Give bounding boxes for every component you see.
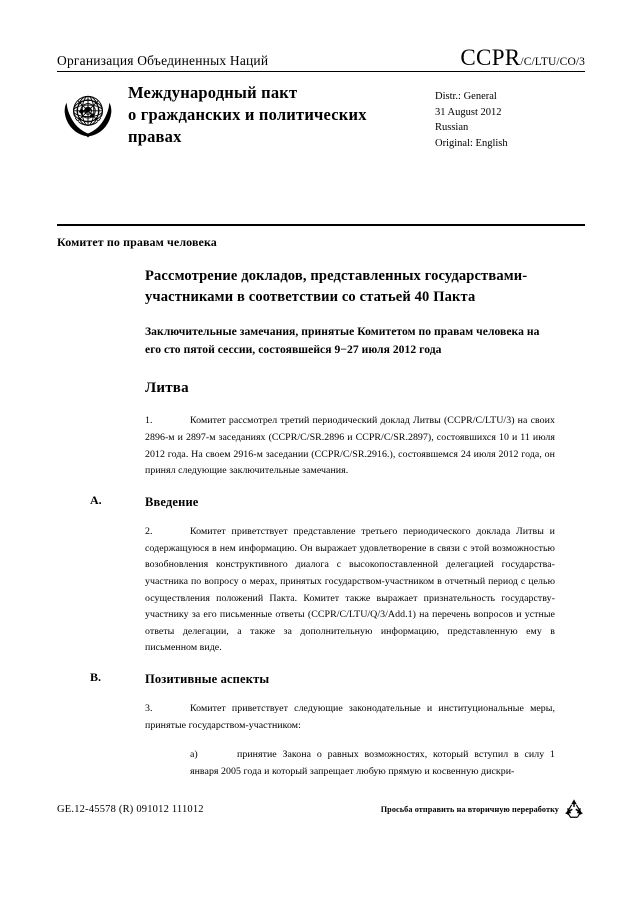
paragraph-text: Комитет приветствует представление третьего периодического доклада Литвы и содержащуюся в нем информацию. Он выражает удовлетворение в связи с этой возможностью возобновления конструктивного диалога с высокопоставленной делегацией государства-участника по вопросу о мерах, принятых государством-участником в отчетный период с целью осуществления положений Пакта. Комитет также выражает признательность государству-участнику за его письменные ответы (CCPR/C/LTU/Q/3/Add.1) на перечень вопросов и устные ответы делегации, а также за дополнительную информацию, представленную ему в письменном виде. — [145, 525, 555, 654]
document-language: Russian — [435, 122, 469, 134]
instrument-title — [128, 81, 429, 147]
document-date: 31 August 2012 — [435, 106, 502, 118]
recycle-notice — [381, 798, 585, 820]
paragraph-letter: a) — [190, 749, 198, 761]
original-language: Original: English — [435, 137, 508, 149]
paragraph-3 — [145, 701, 555, 734]
section-letter: A. — [90, 492, 102, 507]
document-symbol-main: CCPR — [460, 45, 521, 70]
recycle-text: Просьба отправить на вторичную переработку — [380, 804, 559, 814]
document-header — [57, 46, 585, 151]
paragraph-number: 3. — [145, 703, 153, 715]
instrument-title-line-2: о гражданских и политических — [128, 104, 367, 124]
un-emblem-icon — [59, 83, 117, 141]
paragraph-2 — [145, 524, 555, 657]
header-top-row — [57, 46, 585, 71]
paragraph-number: 2. — [145, 525, 153, 537]
section-letter: B. — [90, 670, 102, 685]
instrument-title-line-3: правах — [128, 126, 182, 146]
distribution-type: Distr.: General — [435, 91, 497, 102]
document-content — [90, 266, 555, 794]
paragraph-text: Комитет приветствует следующие законодательные и институциональные меры, принятые государством-участником: — [145, 703, 555, 731]
paragraph-1 — [145, 413, 555, 480]
section-heading-a — [90, 492, 555, 511]
header-main-row — [57, 72, 585, 151]
instrument-title-line-1: Международный пакт — [128, 83, 298, 102]
job-number: GE.12-45578 (R) 091012 111012 — [57, 803, 204, 815]
paragraph-3a — [145, 747, 555, 780]
document-footer — [57, 798, 585, 820]
section-divider — [57, 224, 585, 226]
page-title: Рассмотрение докладов, представленных государствами-участниками в соответствии со статьей 40 Пакта — [145, 268, 528, 305]
country-heading: Литва — [145, 380, 189, 397]
section-title: Позитивные аспекты — [145, 672, 270, 687]
paragraph-text: Комитет рассмотрел третий периодический доклад Литвы (CCPR/C/LTU/3) на своих 2896-м и 2897-м заседаниях (CCPR/C/SR.2896 и CCPR/C/SR.2897), состоявшихся 10 и 11 июля 2012 года. На своем 2916-м заседании (CCPR/C/SR.2916.), состоявшемся 24 июля 2012 года, он принял следующие заключительные замечания. — [145, 415, 555, 477]
paragraph-text: принятие Закона о равных возможностях, который вступил в силу 1 января 2005 года и который запрещает любую прямую и косвенную дискри- — [190, 749, 555, 777]
section-title: Введение — [145, 494, 199, 509]
document-symbol-suffix: /C/LTU/CO/3 — [520, 56, 585, 68]
organization-name: Организация Объединенных Наций — [57, 53, 269, 69]
document-symbol — [460, 46, 585, 69]
committee-name: Комитет по правам человека — [57, 235, 217, 249]
recycle-icon — [563, 798, 585, 820]
section-heading-b — [90, 670, 555, 688]
distribution-block — [435, 81, 585, 151]
paragraph-number: 1. — [145, 415, 153, 427]
page-subtitle: Заключительные замечания, принятые Комитетом по правам человека на его сто пятой сессии, состоявшейся 9−27 июля 2012 года — [145, 325, 540, 356]
